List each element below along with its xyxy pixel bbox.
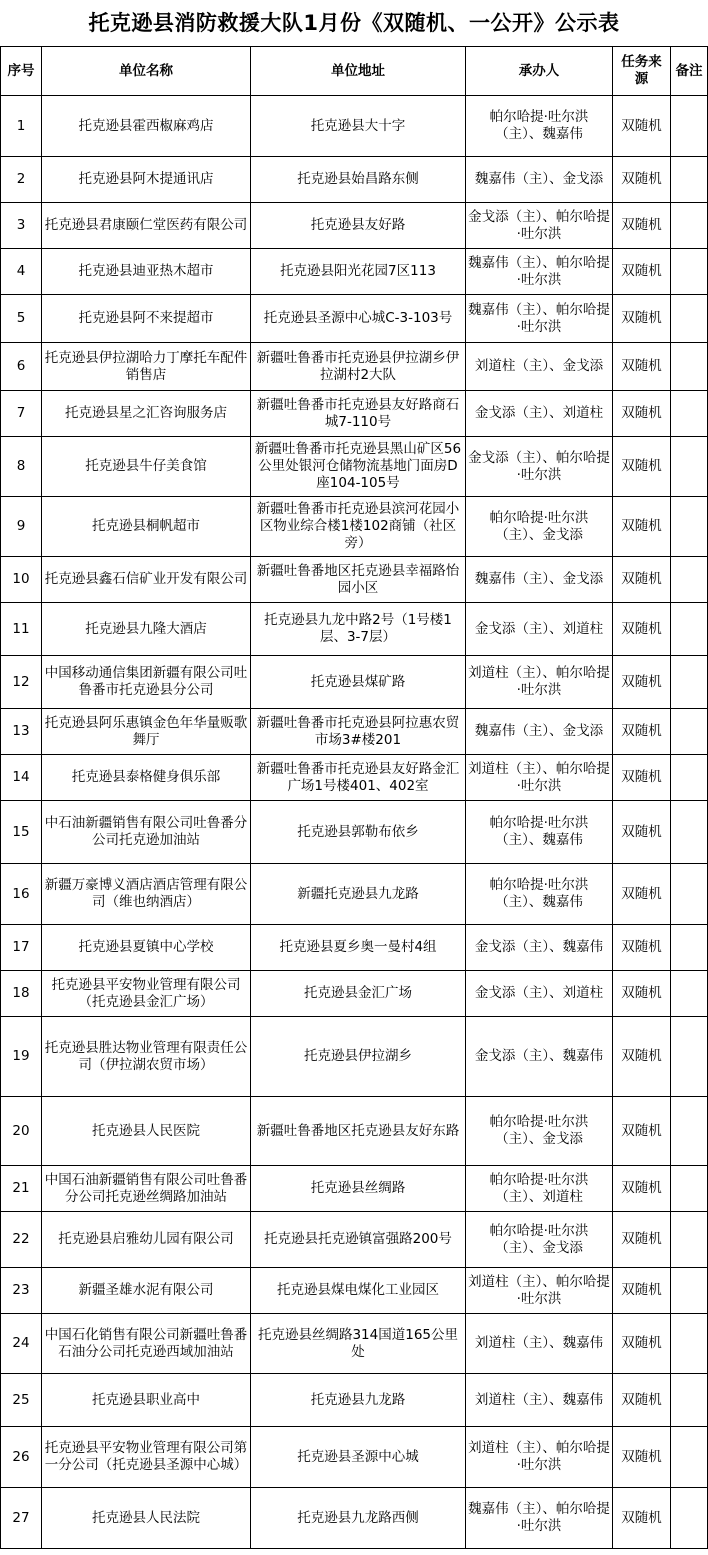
- public-notice-table: [0, 46, 708, 1549]
- unit-address: 托克逊县大十字: [251, 96, 466, 157]
- header-note: 备注: [671, 47, 708, 96]
- table-row: [1, 1488, 708, 1549]
- handler: 魏嘉伟（主）、帕尔哈提·吐尔洪: [466, 1488, 613, 1549]
- note: [671, 1017, 708, 1097]
- handler: 刘道柱（主）、帕尔哈提·吐尔洪: [466, 755, 613, 801]
- handler: 金戈添（主）、刘道柱: [466, 391, 613, 437]
- unit-name: 托克逊县泰格健身俱乐部: [42, 755, 251, 801]
- table-row: [1, 557, 708, 603]
- table-row: [1, 437, 708, 497]
- unit-name: 托克逊县迪亚热木超市: [42, 249, 251, 295]
- unit-address: 新疆吐鲁番市托克逊县友好路商石城7-110号: [251, 391, 466, 437]
- task-source: 双随机: [613, 971, 671, 1017]
- table-row: [1, 1097, 708, 1166]
- note: [671, 709, 708, 755]
- unit-address: 新疆吐鲁番市托克逊县黑山矿区56公里处银河仓储物流基地门面房D座104-105号: [251, 437, 466, 497]
- handler: 刘道柱（主）、帕尔哈提·吐尔洪: [466, 1427, 613, 1488]
- table-row: [1, 971, 708, 1017]
- row-number: 16: [1, 864, 42, 925]
- unit-name: 托克逊县伊拉湖哈力丁摩托车配件销售店: [42, 343, 251, 391]
- unit-address: 托克逊县煤电煤化工业园区: [251, 1268, 466, 1314]
- unit-name: 托克逊县君康颐仁堂医药有限公司: [42, 203, 251, 249]
- table-row: [1, 755, 708, 801]
- handler: 魏嘉伟（主）、金戈添: [466, 709, 613, 755]
- unit-address: 托克逊县圣源中心城: [251, 1427, 466, 1488]
- unit-name: 托克逊县九隆大酒店: [42, 603, 251, 656]
- table-row: [1, 249, 708, 295]
- handler: 刘道柱（主）、金戈添: [466, 343, 613, 391]
- unit-name: 托克逊县平安物业管理有限公司（托克逊县金汇广场）: [42, 971, 251, 1017]
- handler: 魏嘉伟（主）、金戈添: [466, 157, 613, 203]
- note: [671, 1427, 708, 1488]
- row-number: 21: [1, 1166, 42, 1212]
- unit-name: 中石油新疆销售有限公司吐鲁番分公司托克逊加油站: [42, 801, 251, 864]
- unit-address: 托克逊县丝绸路314国道165公里处: [251, 1314, 466, 1374]
- row-number: 13: [1, 709, 42, 755]
- unit-name: 托克逊县桐帆超市: [42, 497, 251, 557]
- handler: 帕尔哈提·吐尔洪（主）、刘道柱: [466, 1166, 613, 1212]
- table-row: [1, 1017, 708, 1097]
- row-number: 22: [1, 1212, 42, 1268]
- table-row: [1, 391, 708, 437]
- note: [671, 203, 708, 249]
- unit-address: 托克逊县九龙路: [251, 1374, 466, 1427]
- unit-address: 新疆吐鲁番市托克逊县友好路金汇广场1号楼401、402室: [251, 755, 466, 801]
- unit-address: 托克逊县九龙中路2号（1号楼1层、3-7层）: [251, 603, 466, 656]
- row-number: 19: [1, 1017, 42, 1097]
- unit-address: 新疆吐鲁番地区托克逊县友好东路: [251, 1097, 466, 1166]
- note: [671, 295, 708, 343]
- row-number: 24: [1, 1314, 42, 1374]
- table-row: [1, 497, 708, 557]
- unit-address: 新疆吐鲁番市托克逊县阿拉惠农贸市场3#楼201: [251, 709, 466, 755]
- task-source: 双随机: [613, 801, 671, 864]
- row-number: 23: [1, 1268, 42, 1314]
- handler: 帕尔哈提·吐尔洪（主）、魏嘉伟: [466, 801, 613, 864]
- handler: 帕尔哈提·吐尔洪（主）、魏嘉伟: [466, 864, 613, 925]
- unit-address: 托克逊县丝绸路: [251, 1166, 466, 1212]
- header-unit-name: 单位名称: [42, 47, 251, 96]
- unit-address: 新疆吐鲁番市托克逊县滨河花园小区物业综合楼1楼102商铺（社区旁）: [251, 497, 466, 557]
- note: [671, 157, 708, 203]
- page-title: 托克逊县消防救援大队1月份《双随机、一公开》公示表: [88, 11, 620, 35]
- row-number: 10: [1, 557, 42, 603]
- task-source: 双随机: [613, 1268, 671, 1314]
- unit-name: 托克逊县阿木提通讯店: [42, 157, 251, 203]
- table-row: [1, 203, 708, 249]
- table-row: [1, 925, 708, 971]
- row-number: 18: [1, 971, 42, 1017]
- note: [671, 1374, 708, 1427]
- note: [671, 925, 708, 971]
- header-unit-address: 单位地址: [251, 47, 466, 96]
- handler: 金戈添（主）、刘道柱: [466, 603, 613, 656]
- row-number: 17: [1, 925, 42, 971]
- unit-address: 新疆托克逊县九龙路: [251, 864, 466, 925]
- note: [671, 656, 708, 709]
- task-source: 双随机: [613, 343, 671, 391]
- row-number: 8: [1, 437, 42, 497]
- unit-name: 托克逊县夏镇中心学校: [42, 925, 251, 971]
- table-row: [1, 1374, 708, 1427]
- table-row: [1, 1268, 708, 1314]
- task-source: 双随机: [613, 1212, 671, 1268]
- task-source: 双随机: [613, 603, 671, 656]
- unit-name: 托克逊县牛仔美食馆: [42, 437, 251, 497]
- note: [671, 1097, 708, 1166]
- note: [671, 437, 708, 497]
- table-row: [1, 801, 708, 864]
- handler: 金戈添（主）、帕尔哈提·吐尔洪: [466, 203, 613, 249]
- handler: 魏嘉伟（主）、金戈添: [466, 557, 613, 603]
- row-number: 1: [1, 96, 42, 157]
- unit-name: 托克逊县职业高中: [42, 1374, 251, 1427]
- unit-address: 新疆吐鲁番市托克逊县伊拉湖乡伊拉湖村2大队: [251, 343, 466, 391]
- note: [671, 755, 708, 801]
- row-number: 26: [1, 1427, 42, 1488]
- table-row: [1, 96, 708, 157]
- note: [671, 1268, 708, 1314]
- header-handler: 承办人: [466, 47, 613, 96]
- handler: 金戈添（主）、刘道柱: [466, 971, 613, 1017]
- unit-name: 托克逊县胜达物业管理有限责任公司（伊拉湖农贸市场）: [42, 1017, 251, 1097]
- task-source: 双随机: [613, 755, 671, 801]
- task-source: 双随机: [613, 1017, 671, 1097]
- row-number: 6: [1, 343, 42, 391]
- handler: 魏嘉伟（主）、帕尔哈提·吐尔洪: [466, 295, 613, 343]
- table-row: [1, 1314, 708, 1374]
- task-source: 双随机: [613, 497, 671, 557]
- task-source: 双随机: [613, 1166, 671, 1212]
- unit-name: 托克逊县阿乐惠镇金色年华量贩歌舞厅: [42, 709, 251, 755]
- note: [671, 1488, 708, 1549]
- handler: 刘道柱（主）、魏嘉伟: [466, 1374, 613, 1427]
- header-no: 序号: [1, 47, 42, 96]
- task-source: 双随机: [613, 437, 671, 497]
- task-source: 双随机: [613, 157, 671, 203]
- note: [671, 801, 708, 864]
- note: [671, 497, 708, 557]
- unit-address: 托克逊县圣源中心城C-3-103号: [251, 295, 466, 343]
- unit-address: 托克逊县郭勒布依乡: [251, 801, 466, 864]
- task-source: 双随机: [613, 249, 671, 295]
- table-row: [1, 656, 708, 709]
- unit-address: 托克逊县夏乡奥一曼村4组: [251, 925, 466, 971]
- handler: 金戈添（主）、魏嘉伟: [466, 925, 613, 971]
- task-source: 双随机: [613, 709, 671, 755]
- handler: 帕尔哈提·吐尔洪（主）、金戈添: [466, 1097, 613, 1166]
- task-source: 双随机: [613, 656, 671, 709]
- handler: 金戈添（主）、魏嘉伟: [466, 1017, 613, 1097]
- table-row: [1, 1166, 708, 1212]
- task-source: 双随机: [613, 864, 671, 925]
- row-number: 4: [1, 249, 42, 295]
- row-number: 15: [1, 801, 42, 864]
- unit-address: 托克逊县始昌路东侧: [251, 157, 466, 203]
- unit-address: 托克逊县托克逊镇富强路200号: [251, 1212, 466, 1268]
- handler: 刘道柱（主）、帕尔哈提·吐尔洪: [466, 656, 613, 709]
- row-number: 3: [1, 203, 42, 249]
- unit-address: 托克逊县阳光花园7区113: [251, 249, 466, 295]
- row-number: 25: [1, 1374, 42, 1427]
- note: [671, 603, 708, 656]
- table-row: [1, 1427, 708, 1488]
- handler: 帕尔哈提·吐尔洪（主）、金戈添: [466, 497, 613, 557]
- unit-name: 中国移动通信集团新疆有限公司吐鲁番市托克逊县分公司: [42, 656, 251, 709]
- handler: 金戈添（主）、帕尔哈提·吐尔洪: [466, 437, 613, 497]
- unit-name: 托克逊县霍西椒麻鸡店: [42, 96, 251, 157]
- table-row: [1, 1212, 708, 1268]
- unit-address: 托克逊县煤矿路: [251, 656, 466, 709]
- note: [671, 343, 708, 391]
- unit-name: 托克逊县阿不来提超市: [42, 295, 251, 343]
- note: [671, 1212, 708, 1268]
- unit-address: 托克逊县伊拉湖乡: [251, 1017, 466, 1097]
- unit-name: 托克逊县人民医院: [42, 1097, 251, 1166]
- unit-address: 新疆吐鲁番地区托克逊县幸福路怡园小区: [251, 557, 466, 603]
- task-source: 双随机: [613, 1427, 671, 1488]
- table-header-row: [1, 47, 708, 96]
- row-number: 7: [1, 391, 42, 437]
- note: [671, 391, 708, 437]
- row-number: 27: [1, 1488, 42, 1549]
- task-source: 双随机: [613, 391, 671, 437]
- handler: 帕尔哈提·吐尔洪（主）、金戈添: [466, 1212, 613, 1268]
- unit-address: 托克逊县九龙路西侧: [251, 1488, 466, 1549]
- table-row: [1, 295, 708, 343]
- row-number: 14: [1, 755, 42, 801]
- note: [671, 249, 708, 295]
- note: [671, 96, 708, 157]
- unit-address: 托克逊县友好路: [251, 203, 466, 249]
- task-source: 双随机: [613, 925, 671, 971]
- handler: 帕尔哈提·吐尔洪（主）、魏嘉伟: [466, 96, 613, 157]
- table-row: [1, 343, 708, 391]
- unit-name: 中国石化销售有限公司新疆吐鲁番石油分公司托克逊西域加油站: [42, 1314, 251, 1374]
- table-row: [1, 709, 708, 755]
- note: [671, 1314, 708, 1374]
- unit-name: 中国石油新疆销售有限公司吐鲁番分公司托克逊丝绸路加油站: [42, 1166, 251, 1212]
- table-row: [1, 157, 708, 203]
- note: [671, 1166, 708, 1212]
- unit-name: 新疆万豪博义酒店酒店管理有限公司（维也纳酒店）: [42, 864, 251, 925]
- unit-name: 托克逊县平安物业管理有限公司第一分公司（托克逊县圣源中心城）: [42, 1427, 251, 1488]
- unit-name: 托克逊县鑫石信矿业开发有限公司: [42, 557, 251, 603]
- unit-name: 托克逊县人民法院: [42, 1488, 251, 1549]
- note: [671, 557, 708, 603]
- row-number: 20: [1, 1097, 42, 1166]
- unit-address: 托克逊县金汇广场: [251, 971, 466, 1017]
- unit-name: 托克逊县启雅幼儿园有限公司: [42, 1212, 251, 1268]
- task-source: 双随机: [613, 1314, 671, 1374]
- handler: 刘道柱（主）、魏嘉伟: [466, 1314, 613, 1374]
- task-source: 双随机: [613, 295, 671, 343]
- task-source: 双随机: [613, 1374, 671, 1427]
- table-row: [1, 603, 708, 656]
- row-number: 2: [1, 157, 42, 203]
- task-source: 双随机: [613, 557, 671, 603]
- handler: 魏嘉伟（主）、帕尔哈提·吐尔洪: [466, 249, 613, 295]
- row-number: 9: [1, 497, 42, 557]
- handler: 刘道柱（主）、帕尔哈提·吐尔洪: [466, 1268, 613, 1314]
- header-task-source: 任务来源: [613, 47, 671, 96]
- row-number: 5: [1, 295, 42, 343]
- unit-name: 托克逊县星之汇咨询服务店: [42, 391, 251, 437]
- task-source: 双随机: [613, 1097, 671, 1166]
- note: [671, 971, 708, 1017]
- task-source: 双随机: [613, 203, 671, 249]
- note: [671, 864, 708, 925]
- table-body: [1, 96, 708, 1549]
- task-source: 双随机: [613, 96, 671, 157]
- row-number: 12: [1, 656, 42, 709]
- row-number: 11: [1, 603, 42, 656]
- table-row: [1, 864, 708, 925]
- unit-name: 新疆圣雄水泥有限公司: [42, 1268, 251, 1314]
- task-source: 双随机: [613, 1488, 671, 1549]
